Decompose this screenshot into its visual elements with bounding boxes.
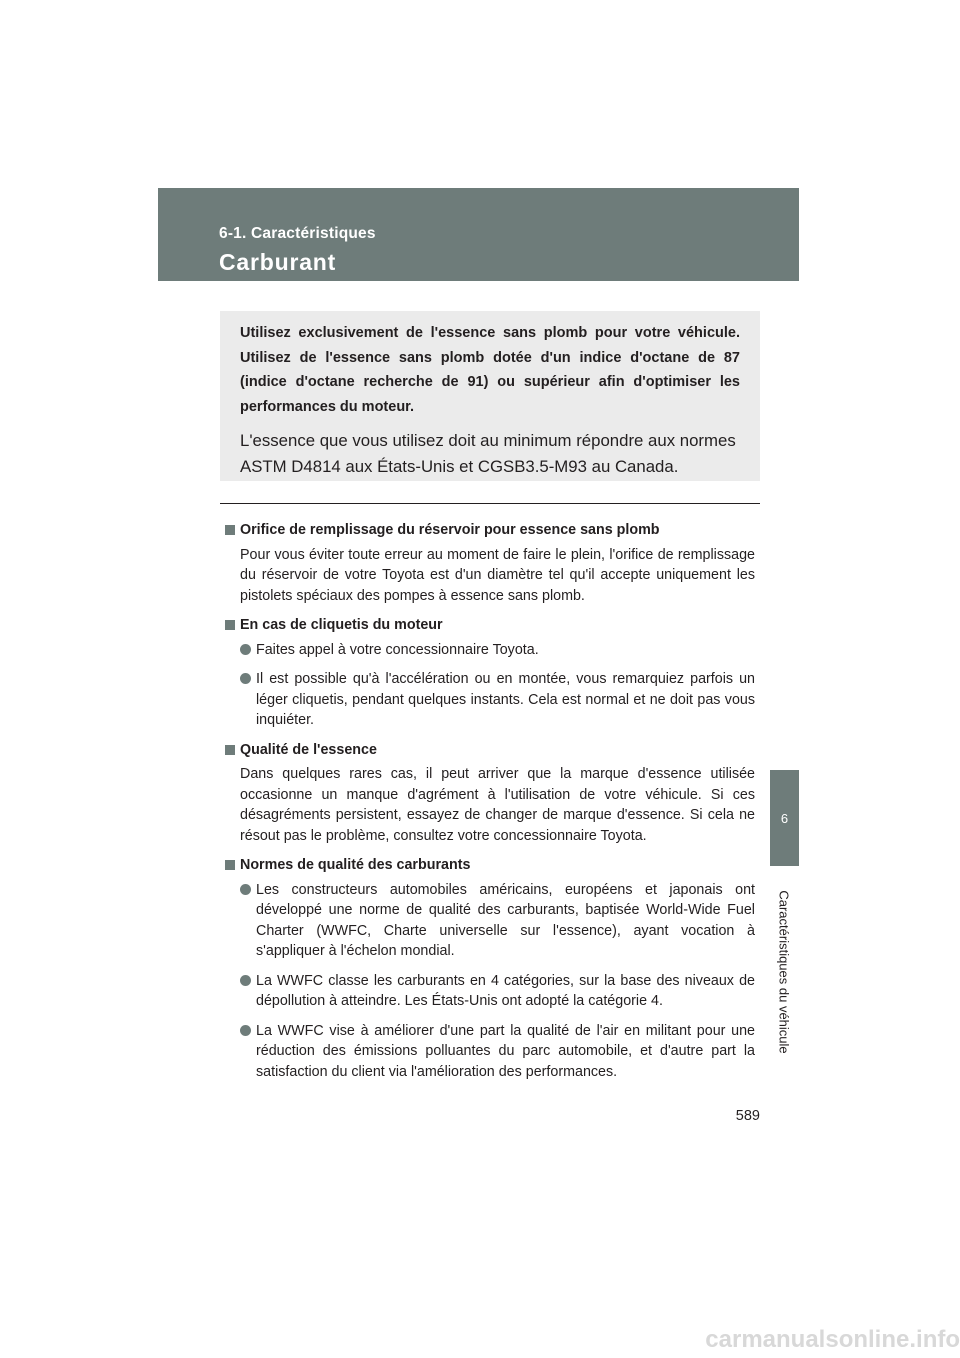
section-paragraph: Pour vous éviter toute erreur au moment de faire le plein, l'orifice de remplissage du réservoir de votre Toyota est d'un diamètre tel qu'il accepte uniquement les pistolets spéciaux des pompes à essence sans plomb. xyxy=(240,546,755,604)
list-item xyxy=(240,669,755,731)
chapter-number: 6 xyxy=(780,810,789,826)
list-item xyxy=(240,1021,755,1083)
section-heading xyxy=(224,615,755,636)
page-number: 589 xyxy=(735,1108,760,1124)
summary-plain-text: L'essence que vous utilisez doit au minimum répondre aux normes ASTM D4814 aux États-Unis et CGSB3.5-M93 au Canada. xyxy=(240,431,736,476)
page-title: Carburant xyxy=(219,249,337,275)
list-item-text: La WWFC classe les carburants en 4 catégories, sur la base des niveaux de dépollution à atteindre. Les États-Unis ont adopté la catégorie 4. xyxy=(256,972,755,1009)
square-bullet-icon xyxy=(225,620,235,630)
section-heading xyxy=(224,855,755,876)
section-heading-text: Orifice de remplissage du réservoir pour essence sans plomb xyxy=(240,522,660,538)
circle-bullet-icon xyxy=(240,884,251,895)
list-item xyxy=(240,971,755,1012)
list-item-text: Les constructeurs automobiles américains, européens et japonais ont développé une norme de qualité des carburants, baptisée World-Wide Fuel Charter (WWFC, Charte universelle sur l'essence), ayant vocation à s'appliquer à l'échelon mondial. xyxy=(256,881,755,959)
list-item-text: La WWFC vise à améliorer d'une part la qualité de l'air en militant pour une réduction des émissions polluantes du parc automobile, et d'autre part la satisfaction du client via l'amélioration des performances. xyxy=(256,1022,755,1080)
summary-box xyxy=(220,311,760,481)
list-item-text: Faites appel à votre concessionnaire Toyota. xyxy=(256,641,539,658)
square-bullet-icon xyxy=(225,745,235,755)
section-divider xyxy=(220,503,760,504)
section-paragraph: Dans quelques rares cas, il peut arriver que la marque d'essence utilisée occasionne un manque d'agrément à l'utilisation de votre véhicule. Si ces désagréments persistent, essayez de changer de marque d'essence. Si cela ne résout pas le problème, consultez votre concessionnaire Toyota. xyxy=(240,766,755,844)
list-item-text: Il est possible qu'à l'accélération ou en montée, vous remarquiez parfois un léger cliquetis, pendant quelques instants. Cela est normal et ne doit pas vous inquiéter. xyxy=(256,671,755,728)
circle-bullet-icon xyxy=(240,975,251,986)
section-heading-text: Normes de qualité des carburants xyxy=(240,857,471,873)
main-content xyxy=(224,520,755,1091)
list-item xyxy=(240,640,755,661)
summary-bold-text: Utilisez exclusivement de l'essence sans plomb pour votre véhicule. Utilisez de l'essence sans plomb dotée d'un indice d'octane de 87 (indice d'octane recherche de 91) ou supérieur afin d'optimiser les performances du moteur. xyxy=(240,325,740,415)
circle-bullet-icon xyxy=(240,673,251,684)
list-item xyxy=(240,880,755,962)
section-heading xyxy=(224,740,755,761)
circle-bullet-icon xyxy=(240,644,251,655)
square-bullet-icon xyxy=(225,525,235,535)
chapter-tab xyxy=(770,770,799,866)
section-heading xyxy=(224,520,755,541)
circle-bullet-icon xyxy=(240,1025,251,1036)
section-heading-text: En cas de cliquetis du moteur xyxy=(240,617,443,633)
square-bullet-icon xyxy=(225,860,235,870)
chapter-caption: Caractéristiques du véhicule xyxy=(776,890,792,1054)
section-label: 6-1. Caractéristiques xyxy=(219,225,376,242)
section-heading-text: Qualité de l'essence xyxy=(240,741,377,758)
watermark: carmanualsonline.info xyxy=(705,1326,960,1353)
